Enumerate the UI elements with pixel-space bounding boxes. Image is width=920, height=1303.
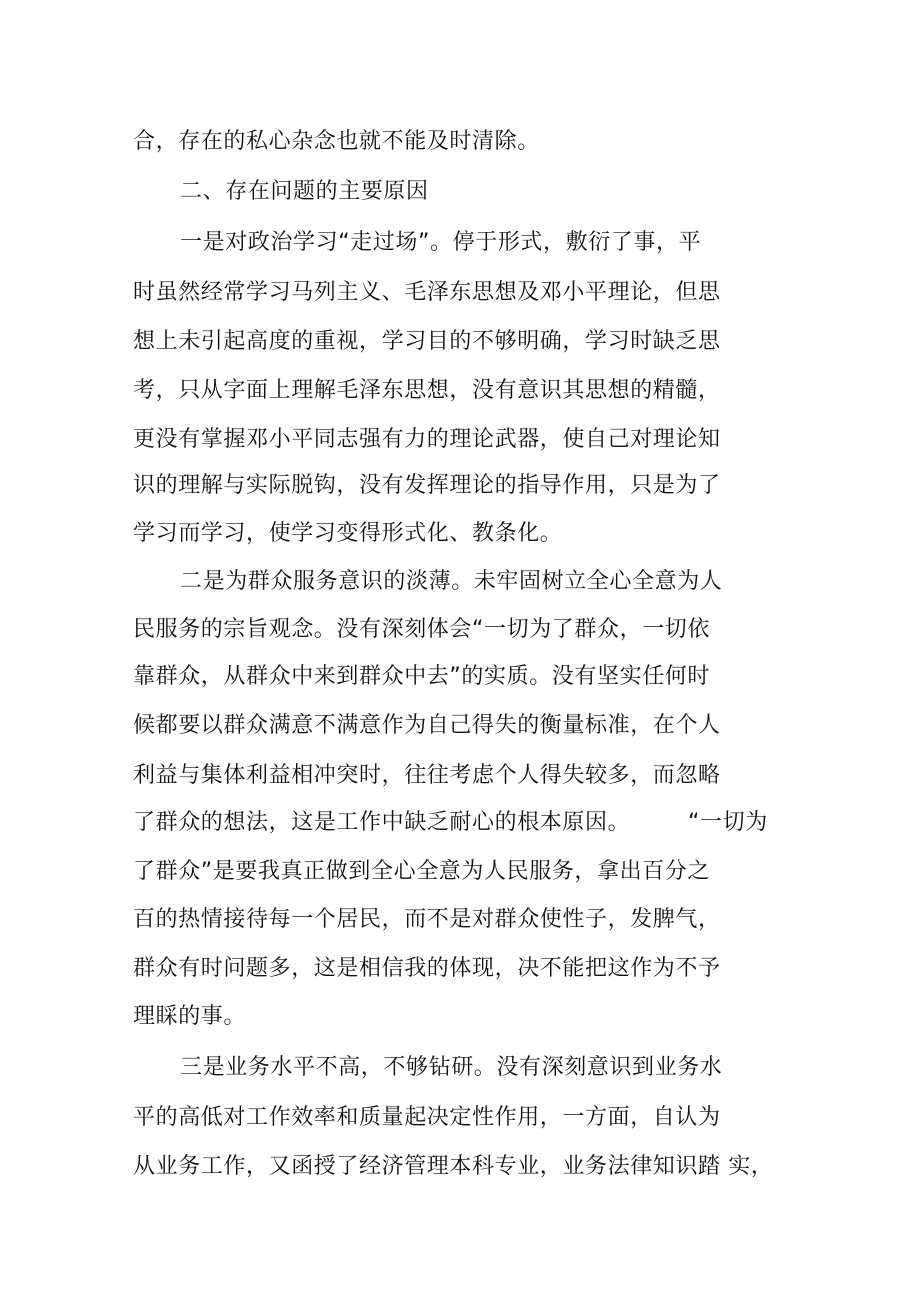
section-heading: 二、存在问题的主要原因 bbox=[180, 179, 429, 204]
paragraph-line: 三是业务水平不高，不够钻研。没有深刻意识到业务水 bbox=[180, 1055, 723, 1080]
paragraph-line: 群众有时问题多，这是相信我的体现，决不能把这作为不予 bbox=[133, 956, 721, 981]
paragraph-line: 靠群众，从群众中来到群众中去”的实质。没有坚实任何时 bbox=[133, 664, 710, 689]
paragraph-line: 了群众的想法，这是工作中缺乏耐心的根本原因。 bbox=[133, 810, 631, 835]
paragraph-line: 候都要以群众满意不满意作为自己得失的衡量标准，在个人 bbox=[133, 713, 721, 738]
paragraph-line: 识的理解与实际脱钩，没有发挥理论的指导作用，只是为了 bbox=[133, 473, 721, 498]
paragraph-line: 百的热情接待每一个居民，而不是对群众使性子，发脾气， bbox=[133, 907, 721, 932]
paragraph-line-right: “一切为 bbox=[688, 810, 768, 835]
paragraph-line: 时虽然经常学习马列主义、毛泽东思想及邓小平理论，但思 bbox=[133, 280, 721, 305]
paragraph-line: 利益与集体利益相冲突时，往往考虑个人得失较多，而忽略 bbox=[133, 763, 721, 788]
paragraph-line: 更没有掌握邓小平同志强有力的理论武器，使自己对理论知 bbox=[133, 427, 721, 452]
paragraph-line: 了群众”是要我真正做到全心全意为人民服务，拿出百分之 bbox=[133, 859, 710, 884]
paragraph-line: 学习而学习，使学习变得形式化、教条化。 bbox=[133, 521, 563, 546]
paragraph-line: 理睬的事。 bbox=[133, 1004, 247, 1029]
paragraph-line: 民服务的宗旨观念。没有深刻体会“一切为了群众，一切依 bbox=[133, 617, 710, 642]
paragraph-line: 平的高低对工作效率和质量起决定性作用，一方面，自认为 bbox=[133, 1105, 721, 1130]
text-line: 合，存在的私心杂念也就不能及时清除。 bbox=[133, 129, 540, 154]
paragraph-line: 一是对政治学习“走过场”。停于形式，敷衍了事，平 bbox=[180, 230, 702, 255]
paragraph-line: 从业务工作，又函授了经济管理本科专业，业务法律知识踏 实， bbox=[133, 1154, 774, 1179]
paragraph-line: 考，只从字面上理解毛泽东思想，没有意识其思想的精髓， bbox=[133, 378, 721, 403]
paragraph-line: 二是为群众服务意识的淡薄。未牢固树立全心全意为人 bbox=[180, 569, 723, 594]
paragraph-line: 想上未引起高度的重视，学习目的不够明确，学习时缺乏思 bbox=[133, 329, 721, 354]
